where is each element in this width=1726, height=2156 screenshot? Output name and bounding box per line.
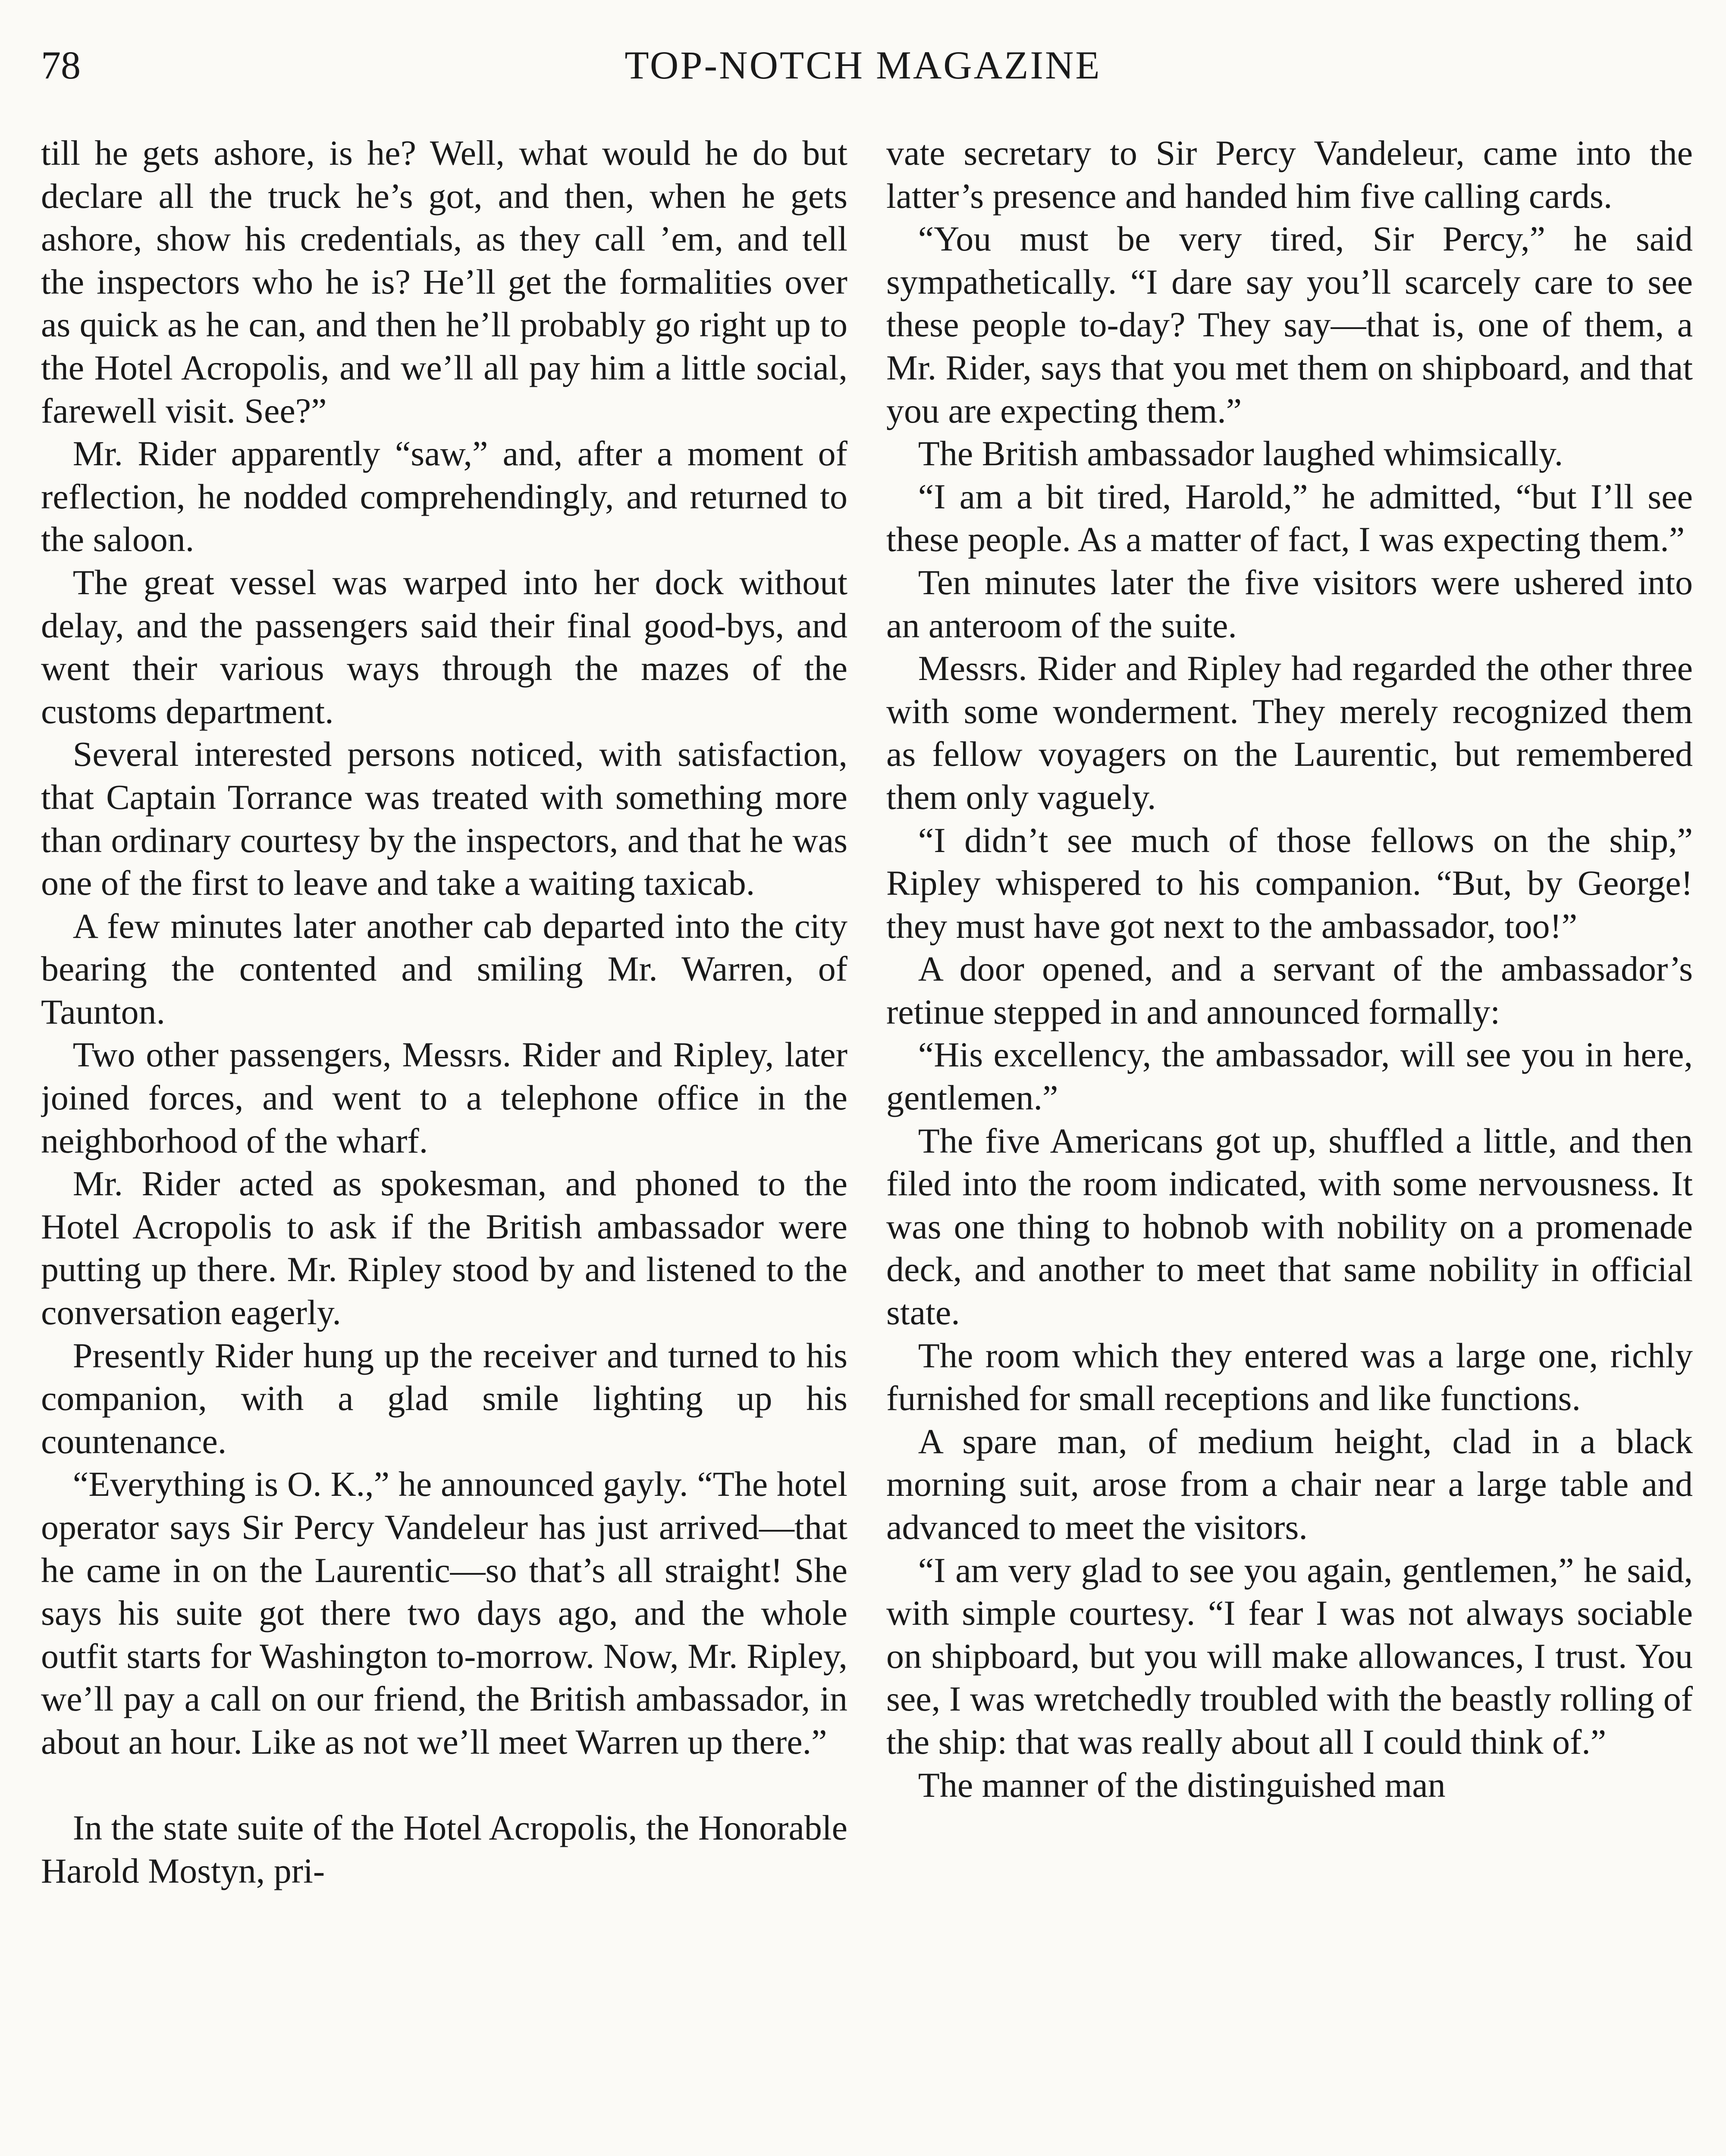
paragraph: Mr. Rider acted as spokesman, and phoned to the Hotel Acropolis to ask if the British ambassador were putting up there. Mr. Ripley stood by and listened to the conversation eagerly. (41, 1164, 847, 1332)
paragraph: Two other passengers, Messrs. Rider and Ripley, later joined forces, and went to a telephone office in the neighborhood of the wharf. (41, 1035, 847, 1160)
paragraph: A spare man, of medium height, clad in a black morning suit, arose from a chair near a large table and advanced to meet the visitors. (886, 1421, 1693, 1547)
paragraph: “I am very glad to see you again, gentlemen,” he said, with simple courtesy. “I fear I was not always sociable on shipboard, but you will make allowances, I trust. You see, I was wretchedly troubled with the beastly rolling of the ship: that was really about all I could think of.” (886, 1550, 1693, 1761)
paragraph: Several interested persons noticed, with satisfaction, that Captain Torrance was treated with something more than ordinary courtesy by the inspectors, and that he was one of the first to leave and take a waiting taxicab. (41, 734, 847, 903)
paragraph: In the state suite of the Hotel Acropolis, the Honorable Harold Mostyn, pri- (41, 1808, 847, 1890)
paragraph: “His excellency, the ambassador, will see you in here, gentlemen.” (886, 1035, 1693, 1118)
paragraph: “I didn’t see much of those fellows on the ship,” Ripley whispered to his companion. “But, by George! they must have got next to the ambassador, too!” (886, 820, 1693, 946)
page-number: 78 (41, 43, 81, 87)
left-column (41, 132, 847, 2156)
paragraph: “I am a bit tired, Harold,” he admitted, “but I’ll see these people. As a matter of fact, I was expecting them.” (886, 476, 1693, 559)
paragraph: The manner of the distinguished man (918, 1765, 1446, 1805)
paragraph: vate secretary to Sir Percy Vandeleur, came into the latter’s presence and handed him five calling cards. (886, 133, 1693, 216)
paragraph: Messrs. Rider and Ripley had regarded the other three with some wonderment. They merely recognized them as fellow voyagers on the Laurentic, but remembered them only vaguely. (886, 649, 1693, 817)
paragraph: The great vessel was warped into her dock without delay, and the passengers said their final good-bys, and went their various ways through the mazes of the customs department. (41, 562, 847, 731)
paragraph: A few minutes later another cab departed into the city bearing the contented and smiling Mr. Warren, of Taunton. (41, 906, 847, 1031)
paragraph: “You must be very tired, Sir Percy,” he said sympathetically. “I dare say you’ll scarcely care to see these people to-day? They say—that is, one of them, a Mr. Rider, says that you met them on shipboard, and that you are expecting them.” (886, 219, 1693, 430)
paragraph: The British ambassador laughed whimsically. (918, 434, 1563, 473)
page-header (41, 45, 1685, 101)
paragraph: The room which they entered was a large one, richly furnished for small receptions and like functions. (886, 1335, 1693, 1418)
paragraph: “Everything is O. K.,” he announced gayly. “The hotel operator says Sir Percy Vandeleur has just arrived—that he came in on the Laurentic—so that’s all straight! She says his suite got there two days ago, and the whole outfit starts for Washington to-morrow. Now, Mr. Ripley, we’ll pay a call on our friend, the British ambassador, in about an hour. Like as not we’ll meet Warren up there.” (41, 1464, 847, 1761)
paragraph: Ten minutes later the five visitors were ushered into an anteroom of the suite. (886, 562, 1693, 645)
paragraph: The five Americans got up, shuffled a little, and then filed into the room indicated, with some nervousness. It was one thing to hobnob with nobility on a promenade deck, and another to meet that same nobility in official state. (886, 1121, 1693, 1332)
paragraph: Mr. Rider apparently “saw,” and, after a moment of reflection, he nodded comprehendingly, and returned to the saloon. (41, 434, 847, 559)
paragraph: A door opened, and a servant of the ambassador’s retinue stepped in and announced formally: (886, 949, 1693, 1031)
right-column (886, 132, 1693, 2156)
paragraph: Presently Rider hung up the receiver and turned to his companion, with a glad smile lighting up his countenance. (41, 1335, 847, 1461)
paragraph: till he gets ashore, is he? Well, what would he do but declare all the truck he’s got, and then, when he gets ashore, show his credentials, as they call ’em, and tell the inspectors who he is? He’ll get the formalities over as quick as he can, and then he’ll probably go right up to the Hotel Acropolis, and we’ll all pay him a little social, farewell visit. See?” (41, 133, 847, 430)
magazine-title: TOP-NOTCH MAGAZINE (624, 43, 1102, 87)
